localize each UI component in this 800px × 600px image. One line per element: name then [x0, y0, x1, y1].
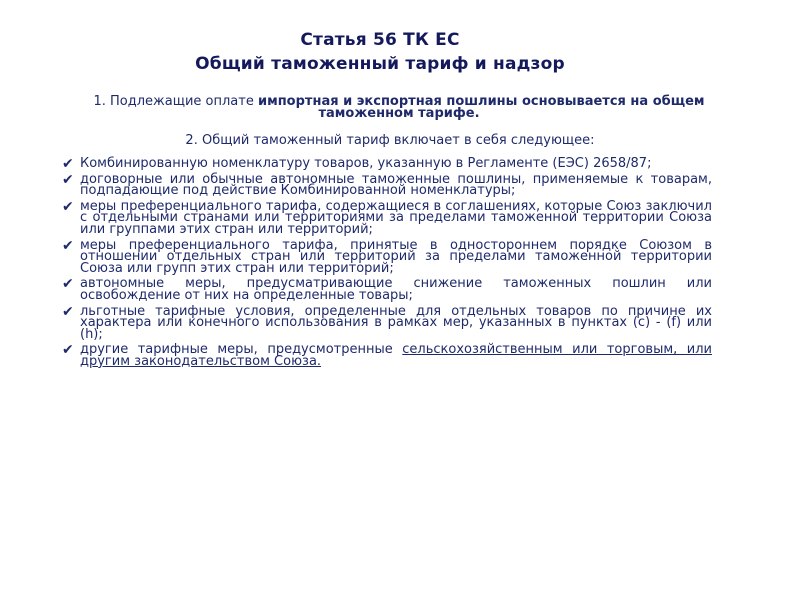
list-item: [62, 198, 712, 237]
list-item-text: меры преференциального тарифа, содержащиеся в соглашениях, которые Союз заключил с отдельными странами или территориями за пределами таможенной территории Союза или группами этих стран или территорий;: [80, 198, 712, 237]
paragraph-2: 2. Общий таможенный тариф включает в себя следующее:: [185, 133, 595, 148]
list-item: [62, 344, 712, 367]
checkmark-icon: ✔: [62, 303, 74, 320]
slide-subtitle: Общий таможенный тариф и надзор: [195, 54, 565, 74]
list-item: [62, 237, 712, 276]
checkmark-icon: ✔: [62, 156, 74, 172]
paragraph-1-bold: импортная и экспортная пошлины основывается на общем таможенном тарифе.: [257, 94, 705, 121]
checkmark-icon: ✔: [62, 171, 74, 188]
paragraph-1: [84, 96, 714, 120]
list-item-text: договорные или обычные автономные таможенные пошлины, применяемые к товарам, подпадающие под действие Комбинированной номенклатуры;: [80, 171, 712, 199]
checkmark-icon: ✔: [62, 237, 74, 254]
paragraph-1-lead: 1. Подлежащие оплате: [93, 94, 258, 109]
list-item: [62, 278, 712, 301]
slide-title: Статья 56 ТК ЕС: [300, 30, 460, 50]
list-item-text: меры преференциального тарифа, принятые в одностороннем порядке Союзом в отношении отдельных стран или территорий за пределами таможенной территории Союза или групп этих стран или территорий;: [80, 237, 712, 276]
list-item-text: Комбинированную номенклатуру товаров, указанную в Регламенте (ЕЭС) 2658/87;: [80, 156, 652, 171]
list-item: [62, 171, 712, 199]
list-item-text: льготные тарифные условия, определенные для отдельных товаров по причине их характера или конечного использования в рамках мер, указанных в пунктах (c) - (f) или (h);: [80, 303, 712, 342]
checkmark-icon: ✔: [62, 276, 74, 293]
list-item-text: другие тарифные меры, предусмотренные: [80, 342, 403, 358]
checkmark-icon: ✔: [62, 342, 74, 359]
list-item: [62, 158, 712, 170]
legislation-link[interactable]: сельскохозяйственным или торговым, или другим законодательством Союза.: [80, 342, 712, 369]
tariff-components-list: [62, 158, 712, 372]
list-item-text: автономные меры, предусматривающие снижение таможенных пошлин или освобождение от них на определенные товары;: [80, 276, 712, 303]
list-item: [62, 303, 712, 342]
checkmark-icon: ✔: [62, 198, 74, 215]
